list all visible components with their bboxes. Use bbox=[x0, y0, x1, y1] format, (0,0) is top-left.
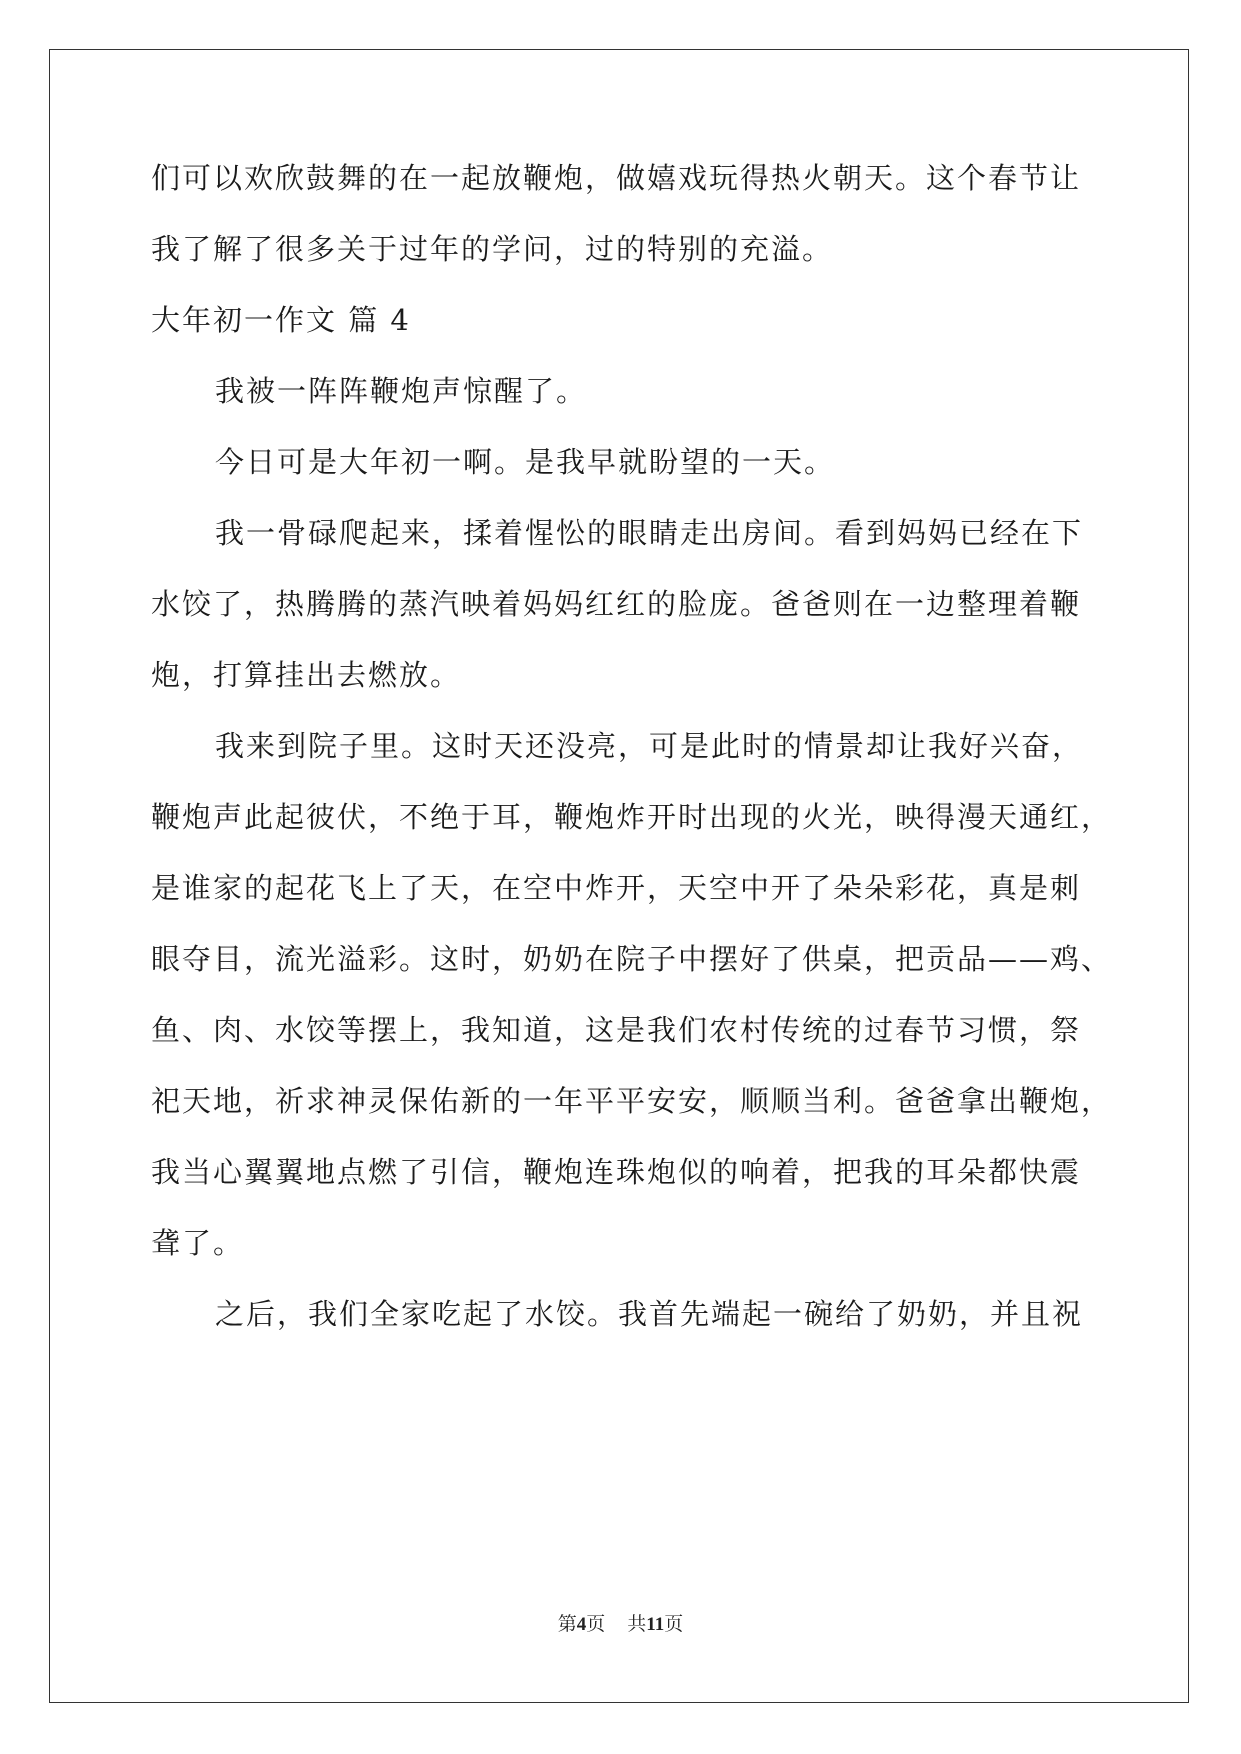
text-line: 我一骨碌爬起来，揉着惺忪的眼睛走出房间。看到妈妈已经在下 bbox=[215, 516, 1084, 550]
total-suffix: 页 bbox=[664, 1614, 684, 1635]
page-current: 4 bbox=[576, 1614, 587, 1635]
text-line: 聋了。 bbox=[151, 1226, 245, 1260]
text-line: 水饺了，热腾腾的蒸汽映着妈妈红红的脸庞。爸爸则在一边整理着鞭 bbox=[151, 587, 1082, 621]
text-line: 之后，我们全家吃起了水饺。我首先端起一碗给了奶奶，并且祝 bbox=[215, 1297, 1084, 1331]
text-line: 我当心翼翼地点燃了引信，鞭炮连珠炮似的响着，把我的耳朵都快震 bbox=[151, 1155, 1082, 1189]
text-line: 炮，打算挂出去燃放。 bbox=[151, 658, 462, 692]
text-line: 我来到院子里。这时天还没亮，可是此时的情景却让我好兴奋， bbox=[215, 729, 1084, 763]
text-line: 是谁家的起花飞上了天，在空中炸开，天空中开了朵朵彩花，真是刺 bbox=[151, 871, 1082, 905]
total-prefix: 共 bbox=[627, 1614, 647, 1635]
text-line: 祀天地，祈求神灵保佑新的一年平平安安，顺顺当利。爸爸拿出鞭炮， bbox=[151, 1084, 1113, 1118]
page-total: 11 bbox=[646, 1614, 665, 1635]
section-heading: 大年初一作文 篇 4 bbox=[151, 303, 411, 337]
text-line: 我了解了很多关于过年的学问，过的特别的充溢。 bbox=[151, 232, 834, 266]
text-line: 鞭炮声此起彼伏，不绝于耳，鞭炮炸开时出现的火光，映得漫天通红， bbox=[151, 800, 1113, 834]
text-line: 们可以欢欣鼓舞的在一起放鞭炮，做嬉戏玩得热火朝天。这个春节让 bbox=[151, 161, 1082, 195]
text-line: 眼夺目，流光溢彩。这时，奶奶在院子中摆好了供桌，把贡品——鸡、 bbox=[151, 942, 1113, 976]
text-line: 今日可是大年初一啊。是我早就盼望的一天。 bbox=[215, 445, 836, 479]
text-line: 鱼、肉、水饺等摆上，我知道，这是我们农村传统的过春节习惯，祭 bbox=[151, 1013, 1082, 1047]
page-footer bbox=[0, 1609, 1241, 1636]
page-prefix: 第 bbox=[557, 1614, 577, 1635]
page-suffix: 页 bbox=[586, 1614, 606, 1635]
text-line: 我被一阵阵鞭炮声惊醒了。 bbox=[215, 374, 588, 408]
